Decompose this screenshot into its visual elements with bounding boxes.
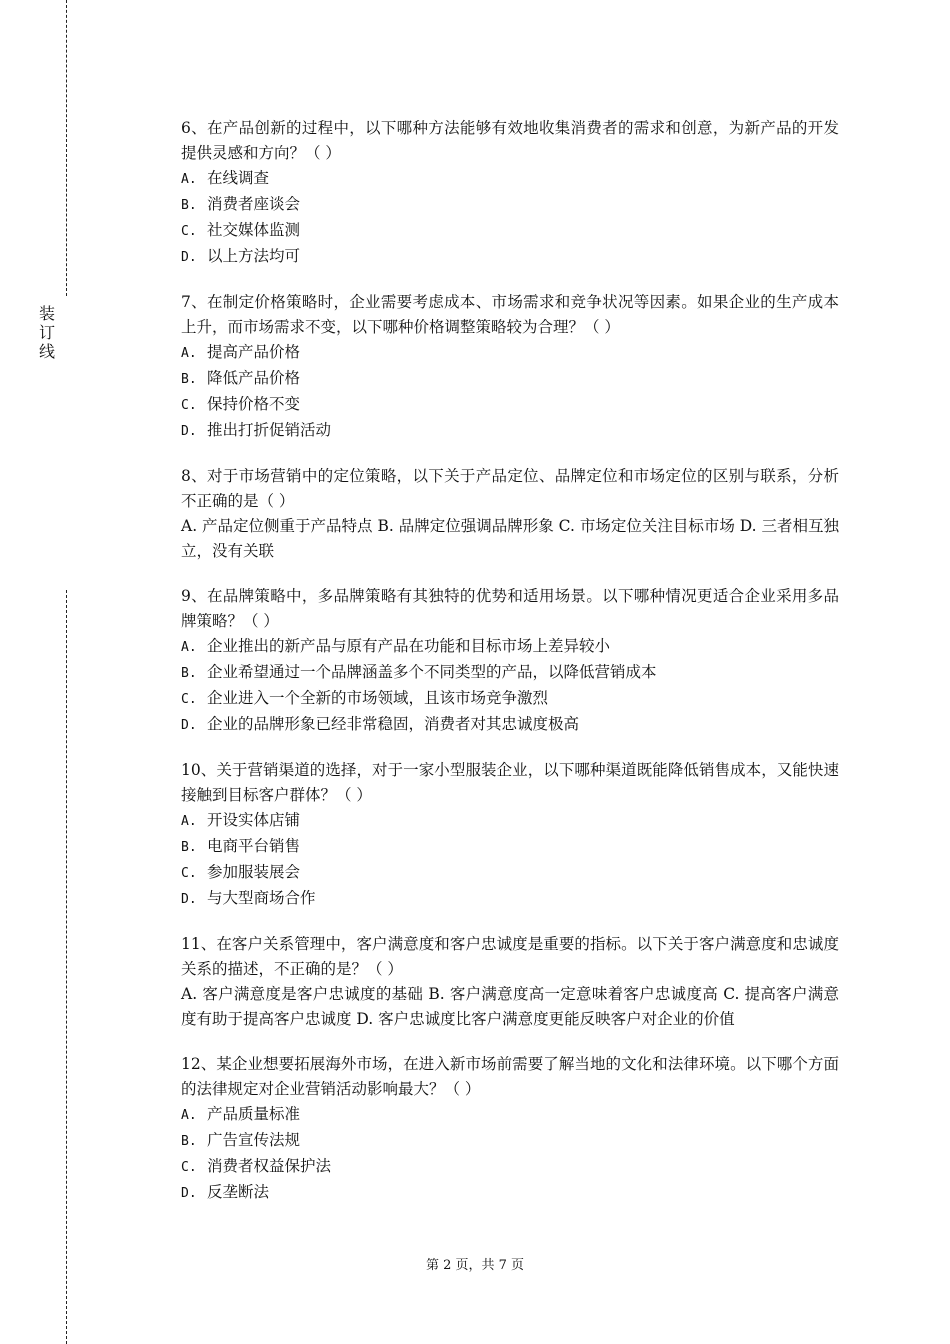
option-letter: B. <box>181 198 197 213</box>
option-letter: A. <box>181 814 197 829</box>
option-letter: B. <box>181 840 197 855</box>
option-d <box>181 712 839 738</box>
question-stem: 8、对于市场营销中的定位策略，以下关于产品定位、品牌定位和市场定位的区别与联系，分析不正确的是（ ） <box>181 467 839 510</box>
binding-label-char: 装 <box>38 304 55 323</box>
binding-label-char: 订 <box>38 323 55 342</box>
option-letter: D. <box>181 424 197 439</box>
question-stem: 9、在品牌策略中，多品牌策略有其独特的优势和适用场景。以下哪种情况更适合企业采用多品牌策略？（ ） <box>181 587 839 630</box>
option-letter: A. <box>181 346 197 361</box>
option-d <box>181 244 839 270</box>
option-d <box>181 886 839 912</box>
option-text: 推出打折促销活动 <box>207 421 332 439</box>
inline-options: A. 产品定位侧重于产品特点 B. 品牌定位强调品牌形象 C. 市场定位关注目标市场 D. 三者相互独立，没有关联 <box>181 517 839 560</box>
option-letter: D. <box>181 718 197 733</box>
binding-line-top <box>66 0 67 296</box>
binding-label-char: 线 <box>38 342 55 361</box>
option-letter: B. <box>181 1134 197 1149</box>
question-stem: 11、在客户关系管理中，客户满意度和客户忠诚度是重要的指标。以下关于客户满意度和忠诚度关系的描述，不正确的是？（ ） <box>181 935 839 978</box>
option-b <box>181 366 839 392</box>
option-letter: C. <box>181 1160 197 1175</box>
option-letter: B. <box>181 666 197 681</box>
question-9 <box>181 584 839 738</box>
question-stem: 7、在制定价格策略时，企业需要考虑成本、市场需求和竞争状况等因素。如果企业的生产成本上升，而市场需求不变，以下哪种价格调整策略较为合理？（ ） <box>181 293 839 336</box>
question-7 <box>181 290 839 444</box>
option-a <box>181 166 839 192</box>
option-letter: B. <box>181 372 197 387</box>
page-number: 第 2 页，共 7 页 <box>425 1258 525 1273</box>
question-stem: 6、在产品创新的过程中，以下哪种方法能够有效地收集消费者的需求和创意，为新产品的开发提供灵感和方向？（ ） <box>181 119 839 162</box>
option-letter: C. <box>181 692 197 707</box>
option-text: 广告宣传法规 <box>207 1131 301 1149</box>
option-letter: D. <box>181 892 197 907</box>
question-8 <box>181 464 839 564</box>
option-c <box>181 686 839 712</box>
question-stem: 12、某企业想要拓展海外市场，在进入新市场前需要了解当地的文化和法律环境。以下哪个方面的法律规定对企业营销活动影响最大？（ ） <box>181 1055 839 1098</box>
option-text: 与大型商场合作 <box>207 889 316 907</box>
option-a <box>181 634 839 660</box>
question-list <box>181 116 839 1226</box>
option-text: 企业的品牌形象已经非常稳固，消费者对其忠诚度极高 <box>207 715 580 733</box>
question-stem: 10、关于营销渠道的选择，对于一家小型服装企业，以下哪种渠道既能降低销售成本，又能快速接触到目标客户群体？（ ） <box>181 761 839 804</box>
option-a <box>181 808 839 834</box>
option-letter: D. <box>181 1186 197 1201</box>
question-11 <box>181 932 839 1032</box>
option-text: 社交媒体监测 <box>207 221 301 239</box>
option-b <box>181 660 839 686</box>
option-text: 企业进入一个全新的市场领域，且该市场竞争激烈 <box>207 689 549 707</box>
option-c <box>181 218 839 244</box>
option-a <box>181 1102 839 1128</box>
option-letter: C. <box>181 398 197 413</box>
option-text: 企业推出的新产品与原有产品在功能和目标市场上差异较小 <box>207 637 611 655</box>
option-text: 反垄断法 <box>207 1183 270 1201</box>
option-letter: A. <box>181 1108 197 1123</box>
option-text: 电商平台销售 <box>207 837 301 855</box>
option-letter: D. <box>181 250 197 265</box>
option-b <box>181 834 839 860</box>
option-letter: C. <box>181 224 197 239</box>
option-letter: A. <box>181 172 197 187</box>
option-text: 参加服装展会 <box>207 863 301 881</box>
option-letter: A. <box>181 640 197 655</box>
option-d <box>181 418 839 444</box>
option-text: 降低产品价格 <box>207 369 301 387</box>
question-10 <box>181 758 839 912</box>
binding-line-bottom <box>66 590 67 1344</box>
option-text: 以上方法均可 <box>207 247 301 265</box>
option-text: 消费者座谈会 <box>207 195 301 213</box>
binding-label <box>36 304 58 361</box>
option-text: 开设实体店铺 <box>207 811 301 829</box>
option-text: 企业希望通过一个品牌涵盖多个不同类型的产品，以降低营销成本 <box>207 663 657 681</box>
option-text: 在线调查 <box>207 169 270 187</box>
option-letter: C. <box>181 866 197 881</box>
question-12 <box>181 1052 839 1206</box>
option-text: 提高产品价格 <box>207 343 301 361</box>
option-text: 消费者权益保护法 <box>207 1157 332 1175</box>
option-b <box>181 1128 839 1154</box>
option-b <box>181 192 839 218</box>
option-d <box>181 1180 839 1206</box>
option-c <box>181 860 839 886</box>
inline-options: A. 客户满意度是客户忠诚度的基础 B. 客户满意度高一定意味着客户忠诚度高 C. 提高客户满意度有助于提高客户忠诚度 D. 客户忠诚度比客户满意度更能反映客户对企业的价值 <box>181 985 839 1028</box>
option-a <box>181 340 839 366</box>
option-c <box>181 1154 839 1180</box>
option-text: 保持价格不变 <box>207 395 301 413</box>
option-text: 产品质量标准 <box>207 1105 301 1123</box>
option-c <box>181 392 839 418</box>
question-6 <box>181 116 839 270</box>
